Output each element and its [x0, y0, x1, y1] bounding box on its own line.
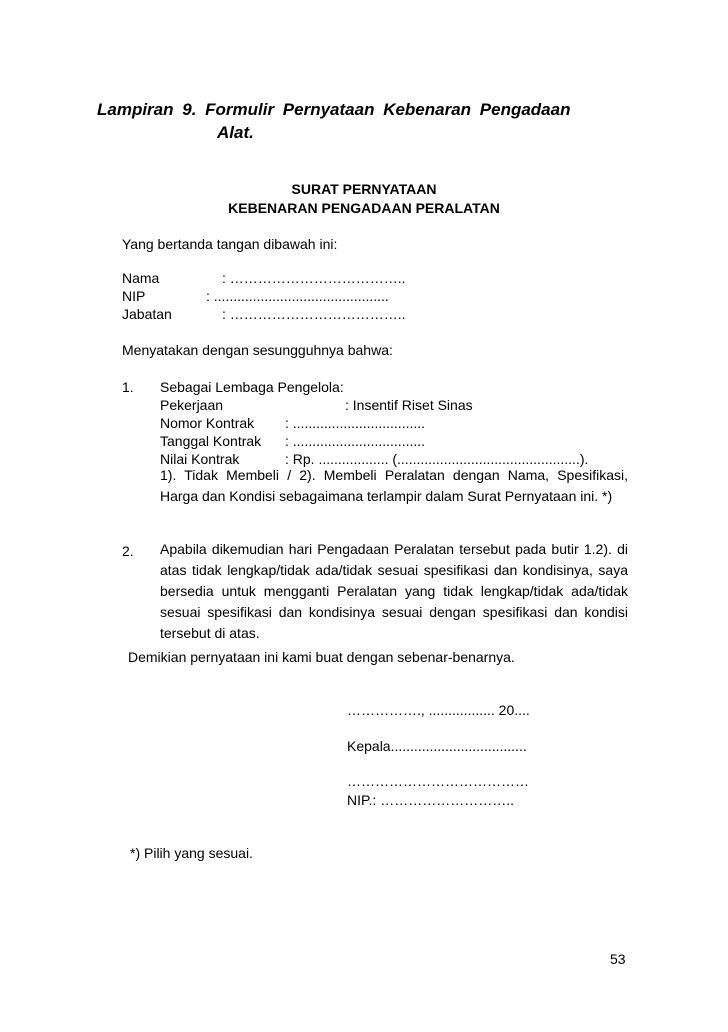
- footnote: *) Pilih yang sesuai.: [130, 845, 253, 861]
- jabatan-label: Jabatan: [122, 306, 172, 322]
- nip-value: : .............................................: [206, 288, 389, 304]
- page-number: 53: [610, 951, 626, 967]
- intro-text: Yang bertanda tangan dibawah ini:: [122, 236, 338, 252]
- nip-label: NIP: [122, 288, 146, 304]
- nomor-kontrak-value: : ..................................: [285, 415, 426, 431]
- item-2-text: Apabila dikemudian hari Pengadaan Peralatan tersebut pada butir 1.2). di atas tidak lengkap/tidak ada/tidak sesuai spesifikasi dan kondisinya, saya bersedia untuk mengganti Peralatan yang tidak lengkap/tidak ada/tidak sesuai spesifikasi dan kondisinya sesuai dengan spesifikasi dan kondisi tersebut di atas.: [160, 541, 628, 641]
- heading-line-2: Alat.: [217, 123, 254, 142]
- signature-nip: NIP.: ………………………..: [347, 792, 514, 808]
- nomor-kontrak-label: Nomor Kontrak: [160, 415, 255, 431]
- nilai-kontrak-value: : Rp. .................. (...............................................).: [285, 451, 589, 467]
- pekerjaan-label: Pekerjaan: [160, 397, 224, 413]
- item-1-text: 1). Tidak Membeli / 2). Membeli Peralatan dengan Nama, Spesifikasi, Harga dan Kondisi sebagaimana terlampir dalam Surat Pernyataan ini. *): [160, 467, 628, 504]
- signature-name: …………………………………: [347, 773, 529, 789]
- closing-text: Demikian pernyataan ini kami buat dengan sebenar-benarnya.: [128, 649, 515, 665]
- jabatan-value: : ………………………………..: [222, 306, 406, 322]
- doc-title-line-1: SURAT PERNYATAAN: [291, 181, 437, 197]
- item-2-number: 2.: [122, 543, 134, 559]
- nama-label: Nama: [122, 270, 160, 286]
- declaration-text: Menyatakan dengan sesungguhnya bahwa:: [122, 342, 393, 358]
- tanggal-kontrak-label: Tanggal Kontrak: [160, 433, 262, 449]
- signature-position: Kepala...................................: [347, 738, 527, 754]
- signature-date: ……………., ................. 20....: [347, 702, 530, 718]
- item-1-number: 1.: [122, 379, 134, 395]
- item-1-title: Sebagai Lembaga Pengelola:: [160, 379, 344, 395]
- nama-value: : ………………………………..: [222, 270, 406, 286]
- tanggal-kontrak-value: : ..................................: [285, 433, 426, 449]
- pekerjaan-value: : Insentif Riset Sinas: [345, 397, 473, 413]
- nilai-kontrak-label: Nilai Kontrak: [160, 451, 240, 467]
- heading-line-1: Lampiran 9. Formulir Pernyataan Kebenaran Pengadaan: [97, 100, 571, 119]
- doc-title-line-2: KEBENARAN PENGADAAN PERALATAN: [228, 200, 500, 216]
